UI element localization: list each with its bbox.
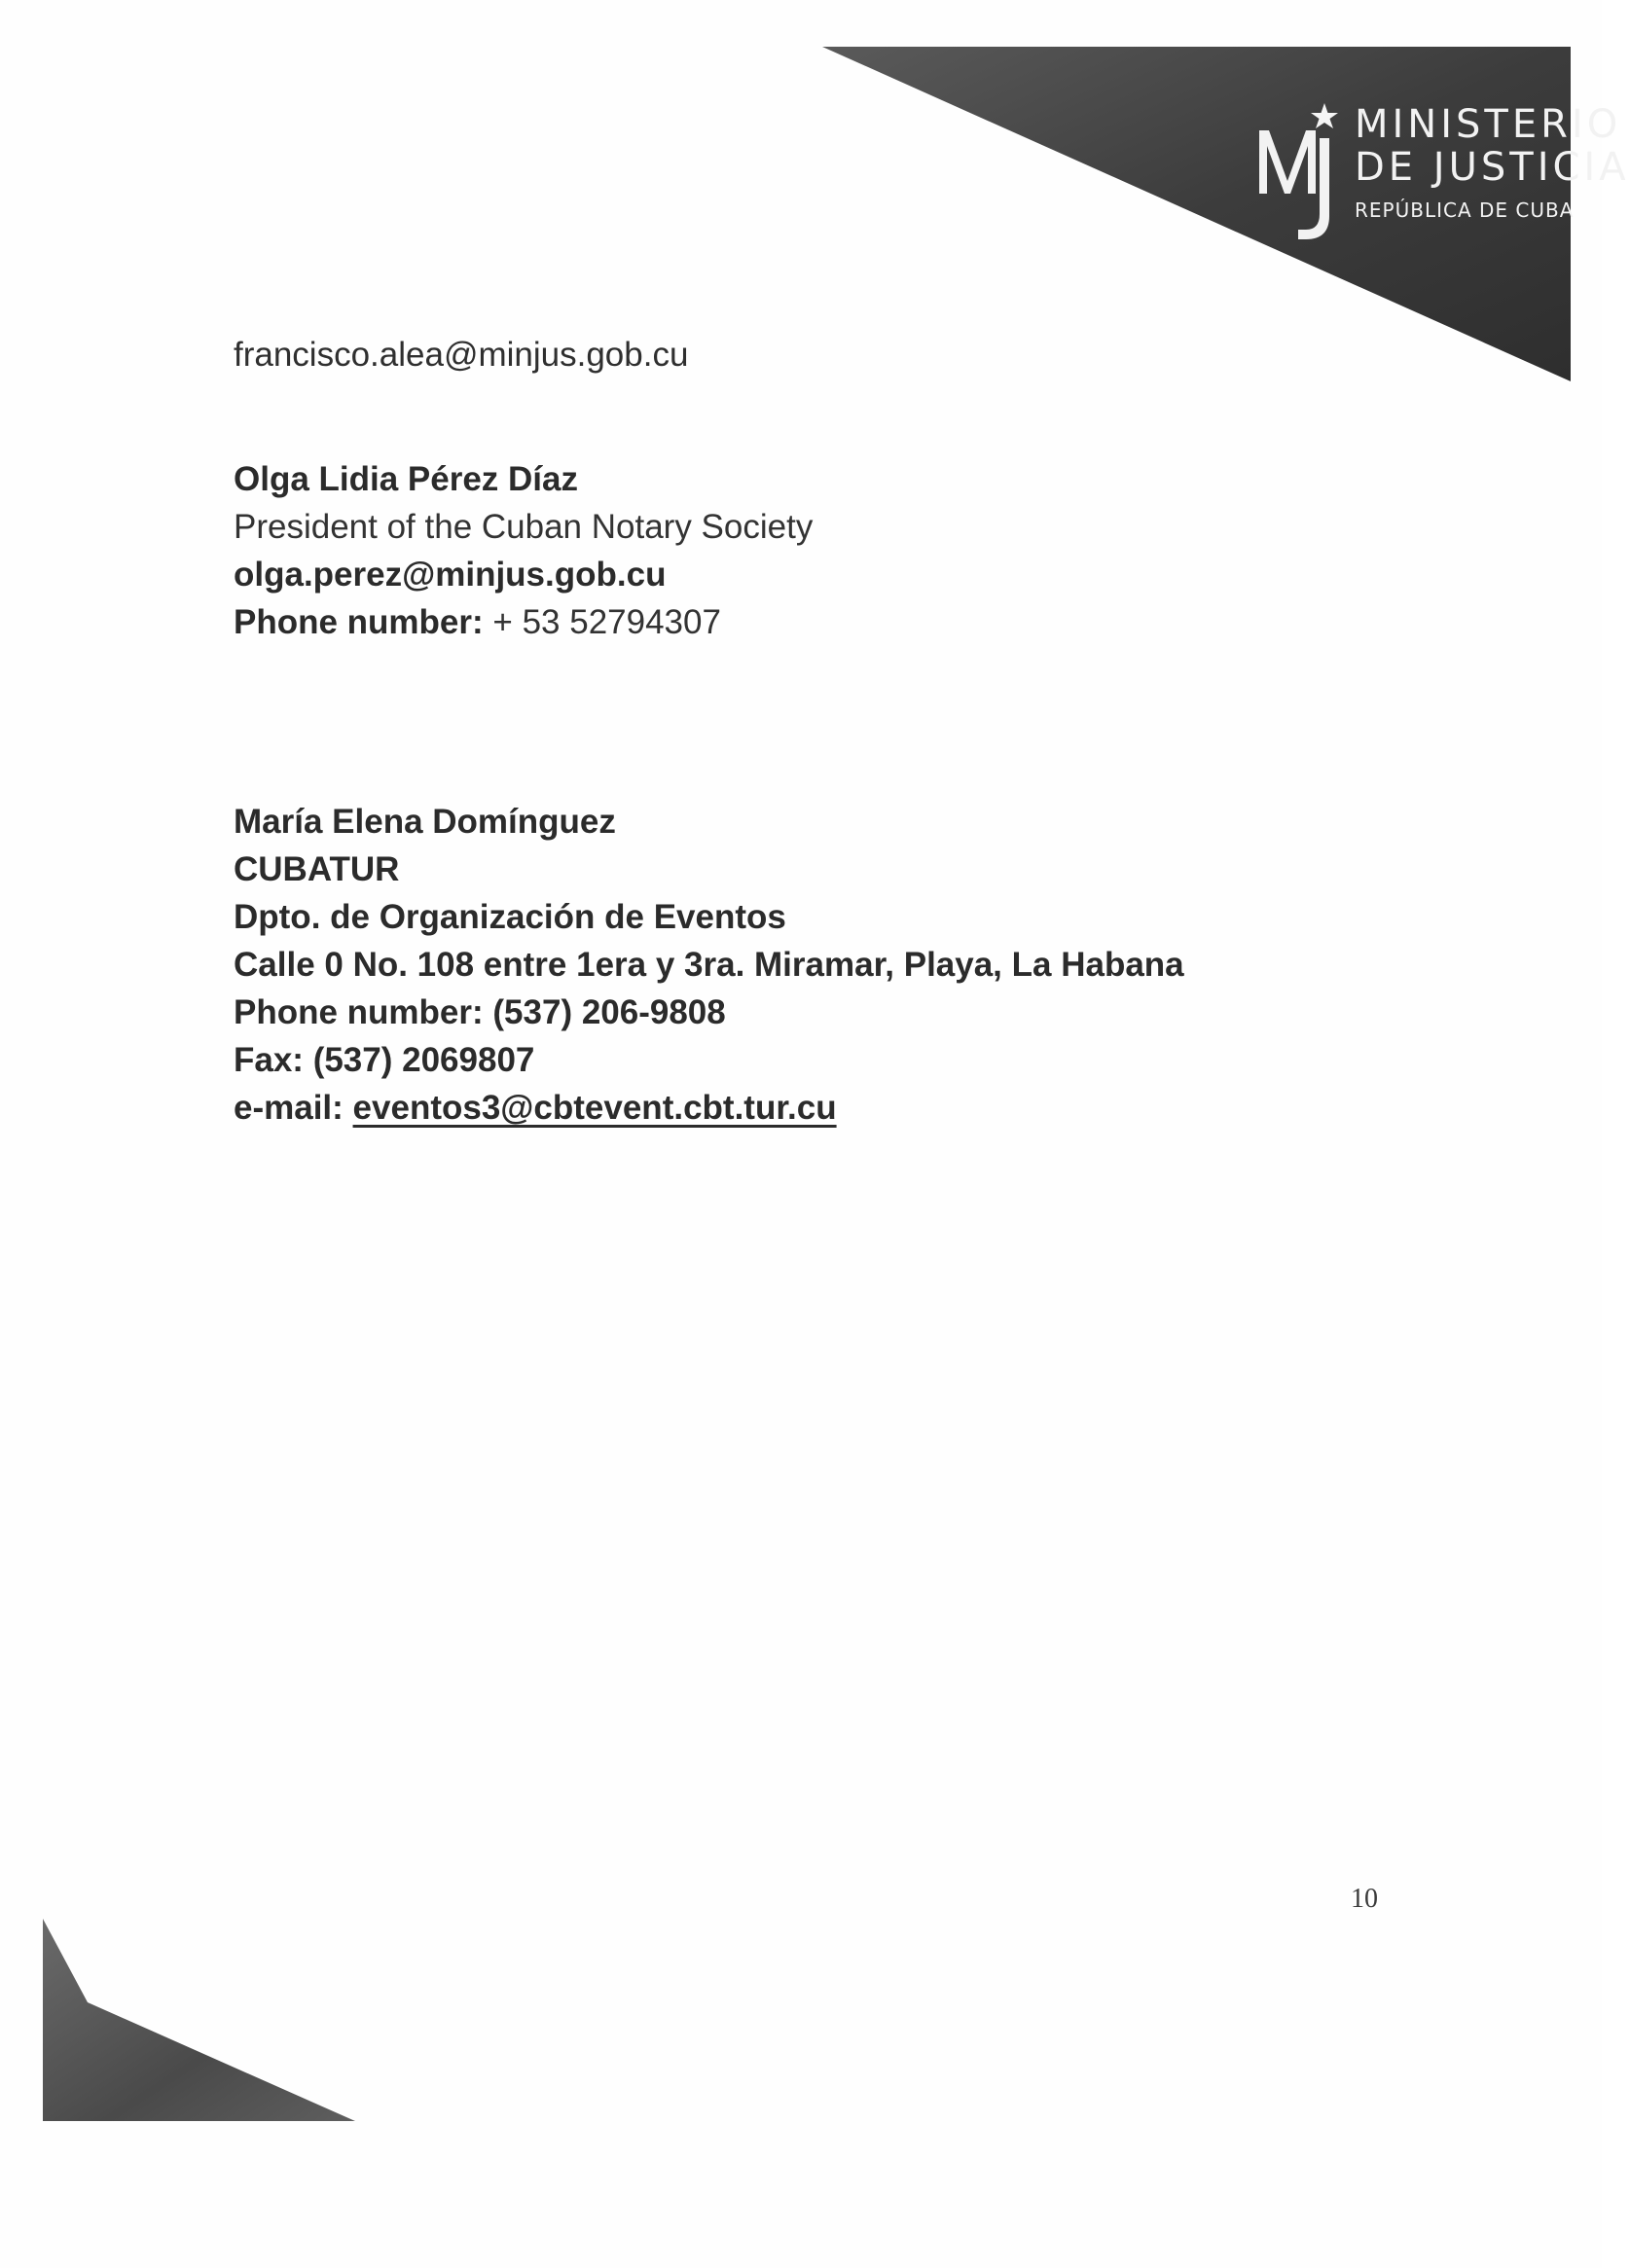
- scan-corner-triangle: [0, 1897, 389, 2141]
- contact-department: Dpto. de Organización de Eventos: [234, 898, 786, 936]
- contact-fax: Fax: (537) 2069807: [234, 1041, 535, 1079]
- logo-line-republica: REPÚBLICA DE CUBA: [1355, 198, 1575, 222]
- ministry-name: [1355, 103, 1630, 228]
- contact-address: Calle 0 No. 108 entre 1era y 3ra. Miramar, Playa, La Habana: [234, 946, 1184, 984]
- phone-label: Phone number:: [234, 603, 484, 641]
- logo-line-justicia: DE JUSTICIA: [1355, 145, 1630, 190]
- phone-value: + 53 52794307: [483, 603, 721, 641]
- contact-role: President of the Cuban Notary Society: [234, 508, 814, 546]
- email-link[interactable]: eventos3@cbtevent.cbt.tur.cu: [352, 1089, 837, 1127]
- contact-name: Olga Lidia Pérez Díaz: [234, 460, 578, 498]
- contact-name: María Elena Domínguez: [234, 803, 616, 841]
- francisco-email: francisco.alea@minjus.gob.cu: [234, 336, 689, 374]
- contact-maria: [234, 798, 1184, 1132]
- email-label: e-mail:: [234, 1089, 353, 1127]
- contact-org: CUBATUR: [234, 850, 400, 888]
- ministry-logo: [1246, 62, 1630, 237]
- mj-monogram-icon: [1255, 101, 1348, 247]
- contact-email: olga.perez@minjus.gob.cu: [234, 556, 667, 594]
- contact-phone: [234, 598, 813, 646]
- contact-olga: [234, 455, 813, 646]
- page-number: 10: [1351, 1884, 1378, 1914]
- logo-line-ministerio: MINISTERIO: [1355, 102, 1622, 147]
- contact-email-line: [234, 1084, 1184, 1132]
- contact-phone: Phone number: (537) 206-9808: [234, 993, 726, 1031]
